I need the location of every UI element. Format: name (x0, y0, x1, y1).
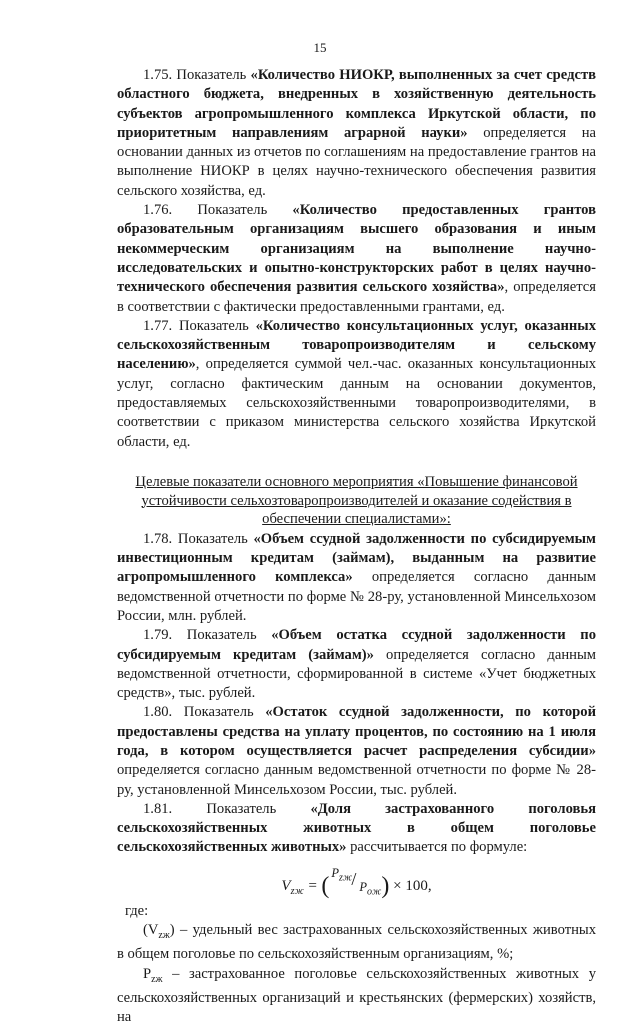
formula-expression (281, 865, 432, 901)
paragraph-lead: 1.79. Показатель (143, 627, 272, 644)
paragraph-1-81 (117, 800, 596, 858)
fraction-denominator: $P_{oж}$ (359, 879, 382, 898)
open-paren: ( (321, 872, 330, 899)
where-label: где: (125, 902, 149, 919)
paragraph-1-79 (117, 626, 596, 703)
indicator-title: «Количество консультационных услуг, оказанных сельскохозяйственным товаропроизводителям и сельскому населению» (117, 317, 596, 373)
definition-p (117, 965, 596, 1027)
paragraph-text: , определяется в соответствии с фактически предоставленными грантами, ед. (117, 279, 596, 315)
indicator-title: «Доля застрахованного поголовья сельскохозяйственных животных в общем поголовье сельскохозяйственных животных» (117, 800, 597, 856)
paragraph-1-80 (117, 703, 596, 799)
paragraph-lead: 1.77. Показатель (143, 317, 256, 334)
formula-fraction (329, 865, 382, 898)
paragraph-text: определяется на основании данных из отчетов по соглашениям на предоставление грантов на выполнение НИОКР в целях научно-технического обеспечения развития сельского хозяйства, ед. (117, 124, 596, 199)
paragraph-text: определяется согласно данным ведомственной отчетности по форме № 28-ру, установленной Минсельхозом России, тыс. рублей. (117, 762, 596, 798)
indicator-title: «Количество предоставленных грантов образовательным организациям высшего образования и иным некоммерческим организациям на выполнение научно-исследовательских и опытно-конструкторских работ в целях научно-технического обеспечения развития сельского хозяйства» (117, 202, 596, 296)
close-paren: ) (381, 872, 390, 899)
definition-text: – застрахованное поголовье сельскохозяйственных животных у сельскохозяйственных организаций и крестьянских (фермерских) хозяйств, на (117, 965, 596, 1026)
fraction-numerator: $P_{zж}$ (331, 865, 353, 884)
indicator-title: «Количество НИОКР, выполненных за счет средств областного бюджета, внедренных в хозяйственную деятельность субъектов агропромышленного комплекса Иркутской области, по приоритетным направлениям аграрной науки» (117, 67, 596, 141)
indicator-title: «Объем остатка ссудной задолженности по субсидируемым кредитам (займам)» (117, 627, 596, 663)
document-body (117, 66, 596, 1027)
definition-symbol: $(V_{zж})$ (143, 922, 175, 941)
section-heading-line: устойчивости сельхозтоваропроизводителей и оказание содействия в (141, 492, 572, 509)
page-number: 15 (313, 40, 327, 55)
formula-lhs-subscript: zж (290, 885, 304, 897)
formula-equals: = (303, 877, 322, 894)
paragraph-text: рассчитывается по формуле: (346, 839, 528, 856)
paragraph-lead: 1.81. Показатель (143, 800, 311, 817)
definition-symbol: $P_{zж}$ (143, 965, 163, 985)
paragraph-lead: 1.76. Показатель (143, 202, 293, 219)
formula (117, 862, 596, 899)
formula-lhs: V (281, 877, 291, 894)
indicator-title: «Остаток ссудной задолженности, по которой предоставлены средства на уплату процентов, по состоянию на 1 июля года, в котором осуществляется расчет распределения субсидии» (117, 704, 596, 759)
paragraph-lead: 1.80. Показатель (143, 704, 266, 721)
definition-text: – удельный вес застрахованных сельскохозяйственных животных в общем поголовье по сельскохозяйственным организациям, %; (117, 922, 596, 963)
paragraph-lead: 1.75. Показатель (143, 67, 251, 83)
paragraph-text: определяется согласно данным ведомственной отчетности, сформированной в системе «Учет бюджетных средств», тыс. рублей. (117, 646, 596, 702)
section-heading-line: обеспечении специалистами»: (262, 511, 451, 528)
paragraph-text: , определяется суммой чел.-час. оказанных консультационных услуг, согласно фактическим данным на основании документов, предоставляемых сельскохозяйственными товаропроизводителями, в соответствии с приказом министерства сельского хозяйства Иркутской области, ед. (117, 356, 596, 450)
paragraph-1-76 (117, 201, 596, 317)
section-heading-line: Целевые показатели основного мероприятия «Повышение финансовой (135, 473, 578, 490)
paragraph-text: определяется согласно данным ведомственной отчетности по форме № 28-ру, установленной Минсельхозом России, млн. рублей. (117, 569, 596, 624)
paragraph-lead: 1.78. Показатель (143, 530, 254, 547)
section-heading (117, 473, 596, 529)
formula-tail: × 100, (389, 877, 432, 894)
paragraph-1-78 (117, 530, 596, 626)
definition-v (117, 921, 596, 965)
paragraph-1-77 (117, 317, 596, 452)
indicator-title: «Объем ссудной задолженности по субсидируемым инвестиционным кредитам (займам), выданным на развитие агропромышленного комплекса» (117, 530, 596, 586)
paragraph-1-75 (117, 66, 596, 201)
fraction-slash: / (351, 868, 357, 889)
